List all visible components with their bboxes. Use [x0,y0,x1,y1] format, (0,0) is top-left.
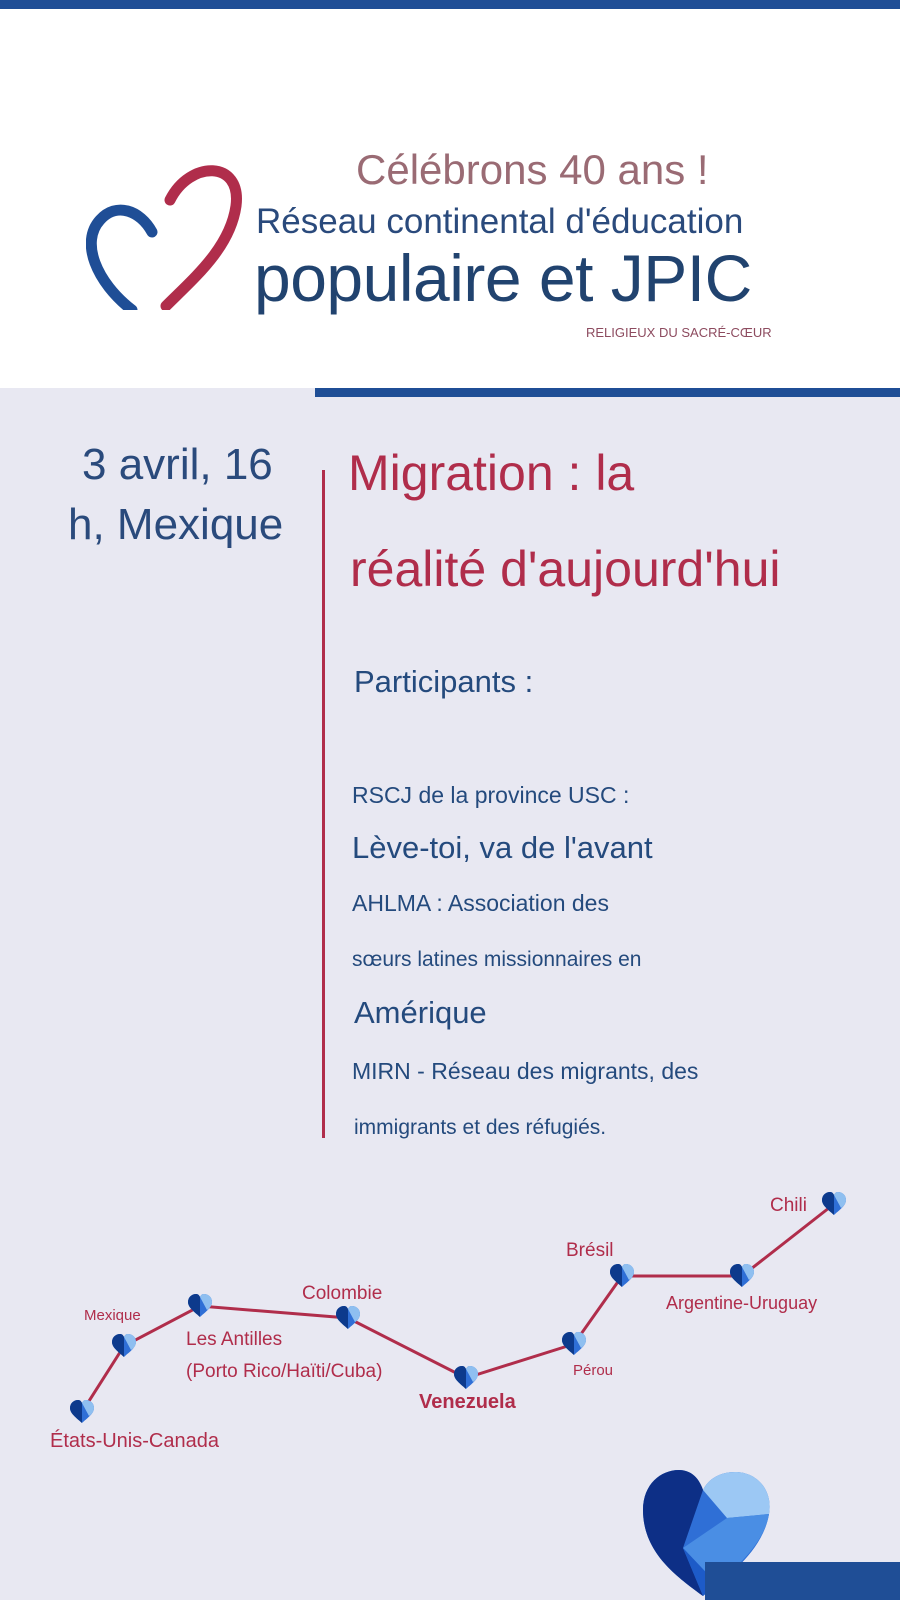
event-date-line1: 3 avril, 16 [82,440,273,489]
corner-accent [705,1562,900,1600]
heart-icon [454,1366,478,1389]
network-name-line2: populaire et JPIC [254,241,752,315]
participants-heading: Participants : [354,664,534,699]
header-divider [315,388,900,397]
anniversary-heading: Célébrons 40 ans ! [356,146,709,193]
route-stop-label: Venezuela [419,1391,516,1413]
route-stop-label: Pérou [573,1362,614,1379]
heart-icon [562,1332,586,1355]
participant-line: AHLMA : Association des [352,890,609,916]
participant-line: immigrants et des réfugiés. [354,1116,607,1139]
event-date-line2: h, Mexique [68,500,284,549]
top-rule [0,0,900,9]
route-stop-label: (Porto Rico/Haïti/Cuba) [186,1361,383,1382]
route-stop-label: États-Unis-Canada [50,1430,219,1452]
heart-icon [336,1306,360,1329]
heart-outline-logo [86,160,246,310]
vertical-divider [322,470,325,1138]
heart-icon [188,1294,212,1317]
route-stop-label: Brésil [566,1240,614,1261]
route-stop-label: Colombie [302,1283,383,1304]
participant-line: RSCJ de la province USC : [352,782,630,808]
event-title-line2: réalité d'aujourd'hui [350,541,781,597]
event-title-line1: Migration : la [348,445,635,501]
heart-icon [730,1264,754,1287]
participant-line: sœurs latines missionnaires en [352,948,642,971]
heart-icon [112,1334,136,1357]
participant-line: Lève-toi, va de l'avant [352,830,653,865]
route-stop-label: Les Antilles [186,1329,283,1350]
network-name-line1: Réseau continental d'éducation [256,202,744,241]
heart-icon [70,1400,94,1423]
congregation-name: RELIGIEUX DU SACRÉ-CŒUR [586,325,772,340]
route-map [0,1175,900,1475]
participant-line: MIRN - Réseau des migrants, des [352,1058,699,1084]
participant-line: Amérique [354,995,487,1030]
route-stop-label: Chili [770,1195,807,1216]
heart-icon [610,1264,634,1287]
route-stop-label: Argentine-Uruguay [666,1293,818,1313]
route-stop-label: Mexique [84,1307,141,1324]
